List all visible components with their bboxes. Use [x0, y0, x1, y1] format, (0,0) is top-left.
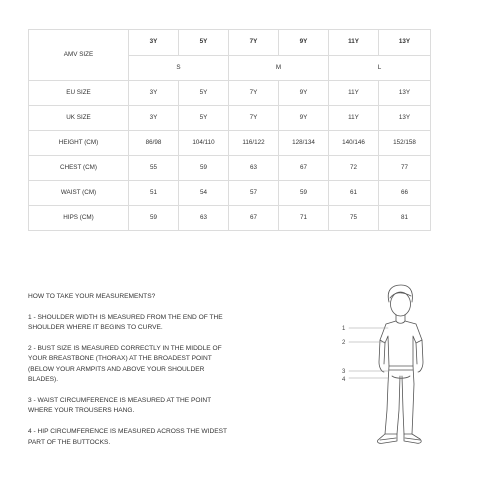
row-label: UK SIZE [29, 106, 129, 131]
size-header-7y: 7Y [229, 30, 279, 56]
figure-lines [349, 285, 423, 443]
table-cell: 54 [179, 181, 229, 206]
table-cell: 59 [179, 156, 229, 181]
table-cell: 55 [129, 156, 179, 181]
letter-size-l: L [329, 56, 431, 81]
table-cell: 128/134 [279, 131, 329, 156]
size-header-9y: 9Y [279, 30, 329, 56]
table-row [29, 181, 431, 206]
table-cell: 67 [279, 156, 329, 181]
table-cell: 104/110 [179, 131, 229, 156]
table-row [29, 156, 431, 181]
table-cell: 5Y [179, 106, 229, 131]
table-cell: 116/122 [229, 131, 279, 156]
letter-size-m: M [229, 56, 329, 81]
table-cell: 72 [329, 156, 379, 181]
size-chart-table [28, 29, 431, 231]
instruction-shoulder: 1 - SHOULDER WIDTH IS MEASURED FROM THE END OF THE SHOULDER WHERE IT BEGINS TO CURVE. [28, 313, 223, 332]
table-cell: 86/98 [129, 131, 179, 156]
table-cell: 7Y [229, 106, 279, 131]
size-header-11y: 11Y [329, 30, 379, 56]
table-cell: 61 [329, 181, 379, 206]
row-label: EU SIZE [29, 81, 129, 106]
table-cell: 11Y [329, 81, 379, 106]
table-cell: 75 [329, 206, 379, 231]
table-row [29, 206, 431, 231]
size-header-3y: 3Y [129, 30, 179, 56]
table-cell: 59 [279, 181, 329, 206]
letter-size-s: S [129, 56, 229, 81]
table-cell: 63 [179, 206, 229, 231]
table-cell: 63 [229, 156, 279, 181]
table-cell: 57 [229, 181, 279, 206]
table-row [29, 131, 431, 156]
row-label: WAIST (CM) [29, 181, 129, 206]
table-cell: 3Y [129, 81, 179, 106]
table-row [29, 106, 431, 131]
child-figure-illustration [336, 280, 446, 460]
marker-4: 4 [342, 377, 346, 383]
table-cell: 13Y [379, 81, 431, 106]
instruction-waist: 3 - WAIST CIRCUMFERENCE IS MEASURED AT THE POINT WHERE YOUR TROUSERS HANG. [28, 397, 212, 415]
instruction-bust: 2 - BUST SIZE IS MEASURED CORRECTLY IN THE MIDDLE OF YOUR BREASTBONE (THORAX) AT THE BROADEST POINT (BELOW YOUR ARMPITS AND ABOVE YOUR SHOULDER BLADES). [28, 345, 222, 384]
row-label: HEIGHT (CM) [29, 131, 129, 156]
table-cell: 9Y [279, 106, 329, 131]
size-header-13y: 13Y [379, 30, 431, 56]
marker-2: 2 [342, 340, 346, 346]
table-cell: 59 [129, 206, 179, 231]
amv-size-header: AMV SIZE [29, 30, 129, 81]
table-cell: 140/146 [329, 131, 379, 156]
table-cell: 11Y [329, 106, 379, 131]
table-cell: 71 [279, 206, 329, 231]
size-header-5y: 5Y [179, 30, 229, 56]
table-cell: 7Y [229, 81, 279, 106]
table-row [29, 81, 431, 106]
table-cell: 13Y [379, 106, 431, 131]
table-cell: 51 [129, 181, 179, 206]
table-cell: 5Y [179, 81, 229, 106]
instruction-hips: 4 - HIP CIRCUMFERENCE IS MEASURED ACROSS THE WIDEST PART OF THE BUTTOCKS. [28, 428, 227, 446]
table-cell: 81 [379, 206, 431, 231]
marker-1: 1 [342, 326, 346, 332]
row-label: HIPS (CM) [29, 206, 129, 231]
instructions-title: HOW TO TAKE YOUR MEASUREMENTS? [28, 293, 156, 300]
marker-3: 3 [342, 369, 346, 375]
measurement-instructions [28, 292, 228, 458]
table-cell: 9Y [279, 81, 329, 106]
table-cell: 66 [379, 181, 431, 206]
table-cell: 77 [379, 156, 431, 181]
table-cell: 3Y [129, 106, 179, 131]
table-cell: 152/158 [379, 131, 431, 156]
table-cell: 67 [229, 206, 279, 231]
row-label: CHEST (CM) [29, 156, 129, 181]
